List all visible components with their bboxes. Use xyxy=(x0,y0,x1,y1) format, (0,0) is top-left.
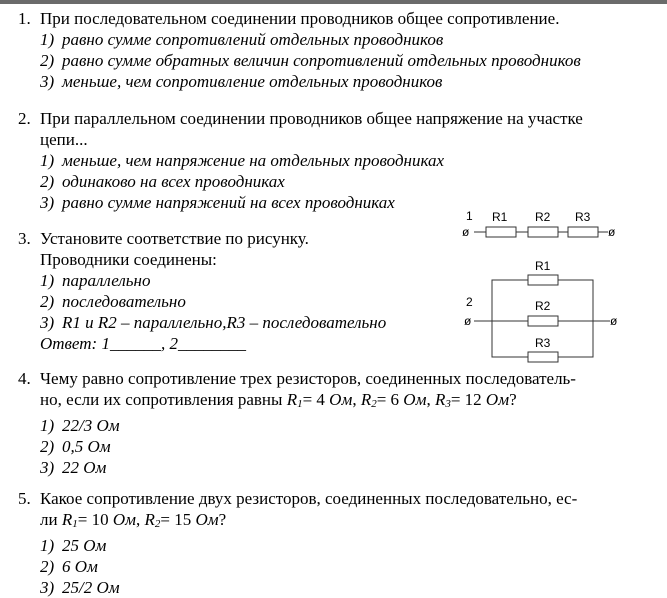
parallel-circuit xyxy=(464,259,618,362)
option-2[interactable]: 2) последовательно xyxy=(40,292,186,311)
terminal-right-2: ø xyxy=(610,314,618,328)
question-text: Какое сопротивление двух резисторов, соединенных последовательно, ес- xyxy=(40,489,578,508)
option-2[interactable]: 2) 0,5 Ом xyxy=(40,437,111,456)
question-text: Чему равно сопротивление трех резисторов, соединенных последователь- xyxy=(40,369,576,388)
option-3[interactable]: 3) R1 и R2 – параллельно,R3 – последовательно xyxy=(40,313,387,332)
resistor-r2 xyxy=(528,227,558,237)
question-number: 5. xyxy=(18,489,31,508)
terminal-right-1: ø xyxy=(608,225,616,239)
option-3[interactable]: 3) меньше, чем сопротивление отдельных проводников xyxy=(40,72,443,91)
question-number: 4. xyxy=(18,369,31,388)
option-1[interactable]: 1) 25 Ом xyxy=(40,536,107,555)
option-1[interactable]: 1) равно сумме сопротивлений отдельных проводников xyxy=(40,30,444,49)
page-top-border xyxy=(0,0,667,4)
option-3[interactable]: 3) 25/2 Ом xyxy=(40,578,120,597)
circuit-diagram xyxy=(440,200,667,370)
resistor-label-r3: R3 xyxy=(575,210,591,224)
resistor-label-r2: R2 xyxy=(535,210,551,224)
circuit-2-label: 2 xyxy=(466,295,473,309)
resistor-r3 xyxy=(568,227,598,237)
terminal-left-1: ø xyxy=(462,225,470,239)
option-3[interactable]: 3) 22 Ом xyxy=(40,458,107,477)
question-number: 3. xyxy=(18,229,31,248)
option-2[interactable]: 2) 6 Ом xyxy=(40,557,98,576)
question-text-cont: цепи... xyxy=(40,130,88,149)
resistor-label-r1: R1 xyxy=(535,259,551,273)
resistor-r1 xyxy=(528,275,558,285)
question-text: При последовательном соединении проводников общее сопротивление. xyxy=(40,9,560,28)
option-2[interactable]: 2) равно сумме обратных величин сопротивлений отдельных проводников xyxy=(40,51,581,70)
resistor-label-r1: R1 xyxy=(492,210,508,224)
resistor-label-r3: R3 xyxy=(535,336,551,350)
question-text-cont: Проводники соединены: xyxy=(40,250,217,269)
option-1[interactable]: 1) 22/3 Ом xyxy=(40,416,120,435)
question-text: Установите соответствие по рисунку. xyxy=(40,229,309,248)
option-3[interactable]: 3) равно сумме напряжений на всех проводниках xyxy=(40,193,395,212)
resistor-label-r2: R2 xyxy=(535,299,551,313)
resistor-r1 xyxy=(486,227,516,237)
option-2[interactable]: 2) одинаково на всех проводниках xyxy=(40,172,285,191)
question-number: 2. xyxy=(18,109,31,128)
series-circuit xyxy=(462,209,616,239)
question-text: При параллельном соединении проводников общее напряжение на участке xyxy=(40,109,583,128)
question-text-cont: ли R1= 10 Ом, R2= 15 Ом? xyxy=(40,510,227,530)
resistor-r3 xyxy=(528,352,558,362)
terminal-left-2: ø xyxy=(464,314,472,328)
resistor-r2 xyxy=(528,316,558,326)
answer-line[interactable]: Ответ: 1______, 2________ xyxy=(40,334,246,353)
option-1[interactable]: 1) параллельно xyxy=(40,271,151,290)
option-1[interactable]: 1) меньше, чем напряжение на отдельных проводниках xyxy=(40,151,445,170)
circuit-1-label: 1 xyxy=(466,209,473,223)
question-number: 1. xyxy=(18,9,31,28)
question-text-cont: но, если их сопротивления равны R1= 4 Ом, R2= 6 Ом, R3= 12 Ом? xyxy=(40,390,517,410)
